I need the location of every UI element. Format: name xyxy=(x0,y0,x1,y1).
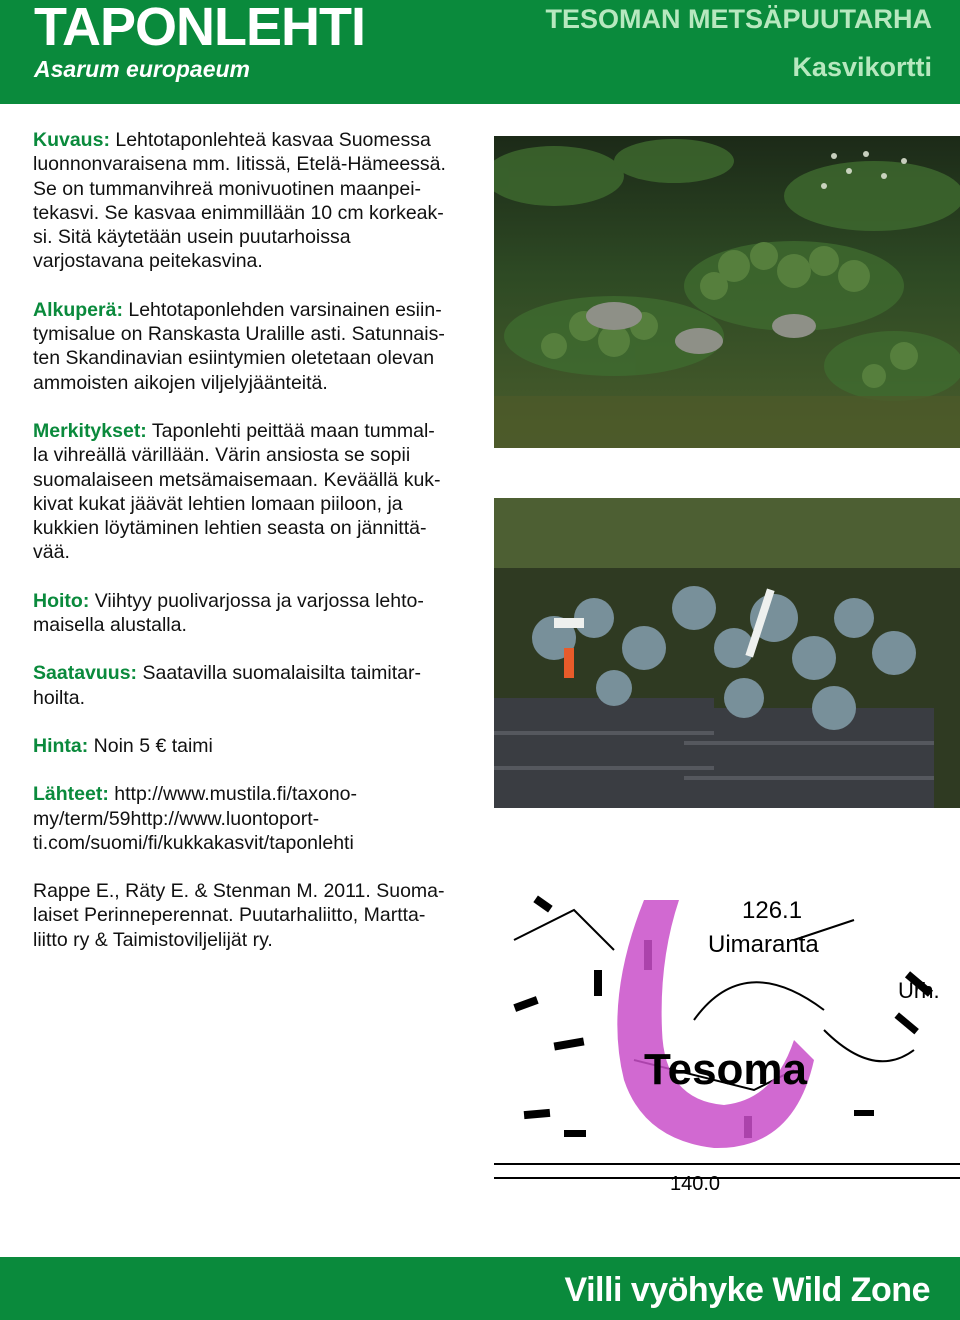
plant-title: TAPONLEHTI xyxy=(34,0,365,57)
plant-description-column xyxy=(33,128,469,976)
label-kuvaus: Kuvaus: xyxy=(33,129,110,151)
label-lahteet: Lähteet: xyxy=(33,783,109,806)
text-alkupera: Lehtotaponlehden varsinainen esiin- tymisalue on Ranskasta Uralille asti. Satunnais- ten Skandinavian esiintymien oletetaan olevan ammoisten aikojen viljelyjäänteitä. xyxy=(33,298,445,394)
footer-banner xyxy=(0,1257,960,1320)
text-kuvaus: Lehtotaponlehteä kasvaa Suomessa luonnonvaraisena mm. Iitissä, Etelä-Hämeessä. Se on tummanvihreä monivuotinen maanpei- tekasvi. Se kasvaa enimmillään 10 cm korkeak- si. Sitä käytetään usein puutarhoissa varjostavana peitekasvina. xyxy=(33,129,446,273)
section-saatavuus xyxy=(33,661,469,710)
section-hinta xyxy=(33,734,469,758)
map-label-elevation: 126.1 xyxy=(742,897,803,924)
section-merkitykset xyxy=(33,419,469,565)
map-label-bottom-number: 140.0 xyxy=(670,1173,721,1194)
label-hoito: Hoito: xyxy=(33,589,90,612)
text-hinta: Noin 5 € taimi xyxy=(88,734,213,757)
text-hoito: Viihtyy puolivarjossa ja varjossa lehto- maisella alustalla. xyxy=(33,589,424,637)
map-label-place: Tesoma xyxy=(644,1045,808,1094)
map-label-beach: Uimaranta xyxy=(708,931,819,958)
label-merkitykset: Merkitykset: xyxy=(33,419,147,442)
map-label-urh: Urh. xyxy=(898,978,940,1003)
reference-citation: Rappe E., Räty E. & Stenman M. 2011. Suoma- laiset Perinneperennat. Puutarhaliitto, Martta- liitto ry & Taimistoviljelijät ry. xyxy=(33,880,445,951)
section-alkupera xyxy=(33,298,469,395)
text-merkitykset: Taponlehti peittää maan tummal- la vihreällä värillään. Värin ansiosta se sopii suomalaiseen metsämaisemaan. Keväällä kuk- kivat kukat jäävät lehtien lomaan piiloon, ja kukkien löytäminen lehtien seasta on jännittä- vää. xyxy=(33,419,441,564)
label-saatavuus: Saatavuus: xyxy=(33,662,138,685)
section-hoito xyxy=(33,589,469,638)
text-lahteet: http://www.mustila.fi/taxono- my/term/59http://www.luontoport- ti.com/suomi/fi/kukkakasvit/taponlehti xyxy=(33,783,358,854)
section-kuvaus xyxy=(33,128,469,274)
brand-logo: Villi vyöhyke Wild Zone xyxy=(564,1271,930,1309)
header-banner xyxy=(0,0,960,104)
label-hinta: Hinta: xyxy=(33,734,89,757)
photo-potted-plants xyxy=(494,498,960,808)
section-lahteet xyxy=(33,782,469,855)
label-alkupera: Alkuperä: xyxy=(33,298,123,321)
plant-latin-name: Asarum europaeum xyxy=(34,56,251,82)
organization-name: TESOMAN METSÄPUUTARHA xyxy=(545,4,932,34)
card-type: Kasvikortti xyxy=(792,52,932,82)
location-map xyxy=(494,880,960,1194)
photo-forest-ground xyxy=(494,136,960,448)
text-saatavuus: Saatavilla suomalaisilta taimitar- hoilta. xyxy=(33,662,421,709)
